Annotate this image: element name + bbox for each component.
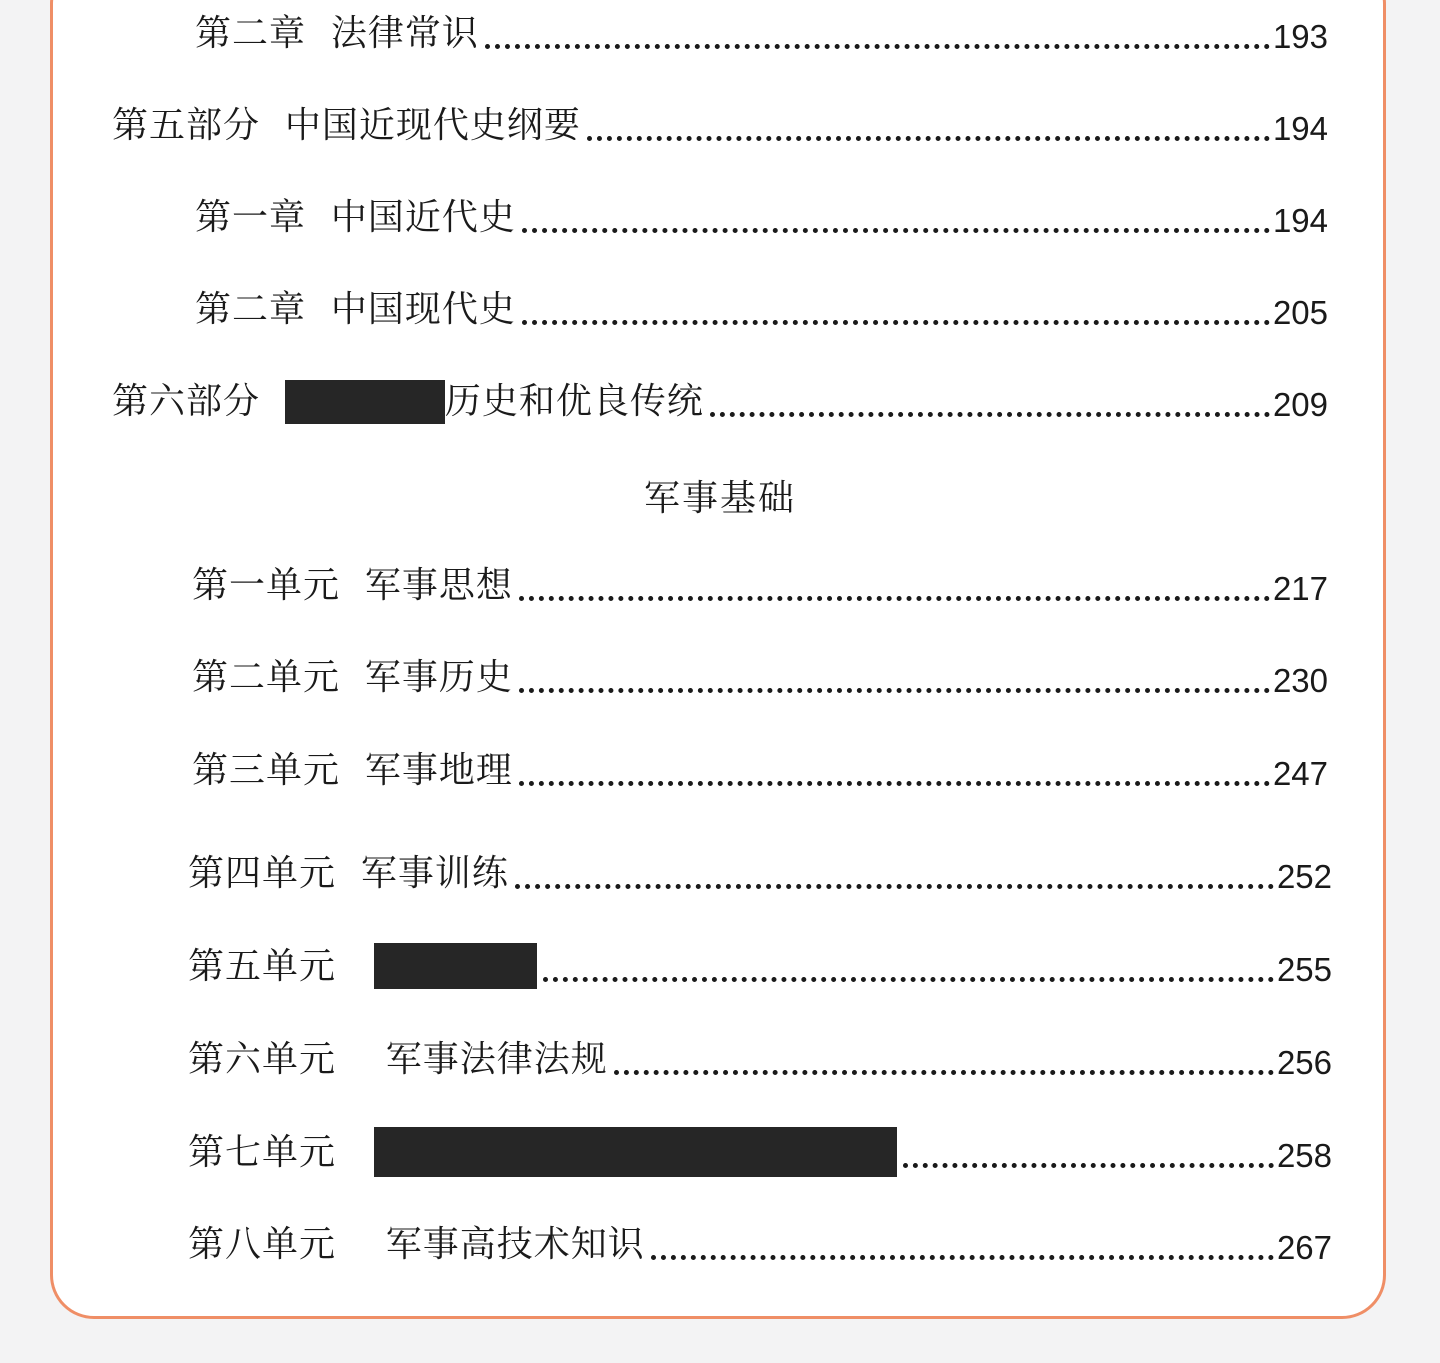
redaction-block: [374, 943, 537, 989]
toc-entry-title: 第三单元 军事地理: [192, 750, 513, 791]
toc-entry-unit-1[interactable]: [192, 560, 1328, 610]
toc-entry-title-prefix: 第六部分: [112, 381, 285, 422]
toc-entry-page: 252: [1276, 858, 1332, 895]
toc-entry-page: 247: [1272, 755, 1328, 792]
toc-entry-unit-2[interactable]: [192, 652, 1328, 702]
dot-leader: [519, 596, 1270, 601]
toc-entry-unit-7[interactable]: [188, 1127, 1332, 1177]
dot-leader: [614, 1070, 1274, 1075]
dot-leader: [485, 44, 1270, 49]
toc-entry-page: 209: [1272, 386, 1328, 423]
dot-leader: [651, 1255, 1274, 1260]
toc-entry-modern-history-ch2[interactable]: [195, 284, 1328, 334]
toc-entry-page: 194: [1272, 110, 1328, 147]
toc-entry-page: 258: [1276, 1137, 1332, 1174]
toc-entry-title: 第二章 法律常识: [195, 13, 479, 54]
toc-entry-part-six[interactable]: [112, 376, 1328, 426]
toc-entry-unit-5[interactable]: [188, 941, 1332, 991]
toc-entry-title: 第二单元 军事历史: [192, 657, 513, 698]
dot-leader: [519, 688, 1270, 693]
toc-entry-title: 第六单元 军事法律法规: [188, 1039, 608, 1080]
toc-entry-unit-4[interactable]: [188, 848, 1332, 898]
toc-entry-title: 第七单元: [188, 1132, 337, 1173]
dot-leader: [522, 228, 1270, 233]
dot-leader: [522, 320, 1270, 325]
toc-entry-title: 第一单元 军事思想: [192, 565, 513, 606]
toc-entry-page: 193: [1272, 18, 1328, 55]
toc-entry-page: 267: [1276, 1229, 1332, 1266]
dot-leader: [515, 884, 1274, 889]
dot-leader: [710, 412, 1270, 417]
toc-entry-title: 第五部分 中国近现代史纲要: [112, 105, 581, 146]
toc-entry-page: 194: [1272, 202, 1328, 239]
dot-leader: [519, 781, 1270, 786]
toc-entry-page: 256: [1276, 1044, 1332, 1081]
dot-leader: [543, 977, 1274, 982]
toc-entry-page: 230: [1272, 662, 1328, 699]
toc-entry-page: 205: [1272, 294, 1328, 331]
toc-entry-page: 255: [1276, 951, 1332, 988]
toc-entry-unit-8[interactable]: [188, 1219, 1332, 1269]
redaction-block: [285, 380, 445, 424]
dot-leader: [587, 136, 1270, 141]
toc-entry-law-chapter[interactable]: [195, 8, 1328, 58]
toc-entry-title-suffix: 历史和优良传统: [444, 381, 704, 422]
toc-entry-unit-6[interactable]: [188, 1034, 1332, 1084]
toc-entry-title: 第四单元 军事训练: [188, 853, 509, 894]
toc-entry-title: 第五单元: [188, 946, 337, 987]
section-heading: 军事基础: [643, 478, 796, 519]
dot-leader: [903, 1163, 1274, 1168]
redaction-block: [374, 1127, 897, 1177]
toc-entry-title: 第八单元 军事高技术知识: [188, 1224, 645, 1265]
toc-entry-modern-history-ch1[interactable]: [195, 192, 1328, 242]
toc-entry-unit-3[interactable]: [192, 745, 1328, 795]
toc-entry-part-five[interactable]: [112, 100, 1328, 150]
toc-entry-page: 217: [1272, 570, 1328, 607]
toc-entry-title: 第一章 中国近代史: [195, 197, 516, 238]
toc-entry-title: 第二章 中国现代史: [195, 289, 516, 330]
